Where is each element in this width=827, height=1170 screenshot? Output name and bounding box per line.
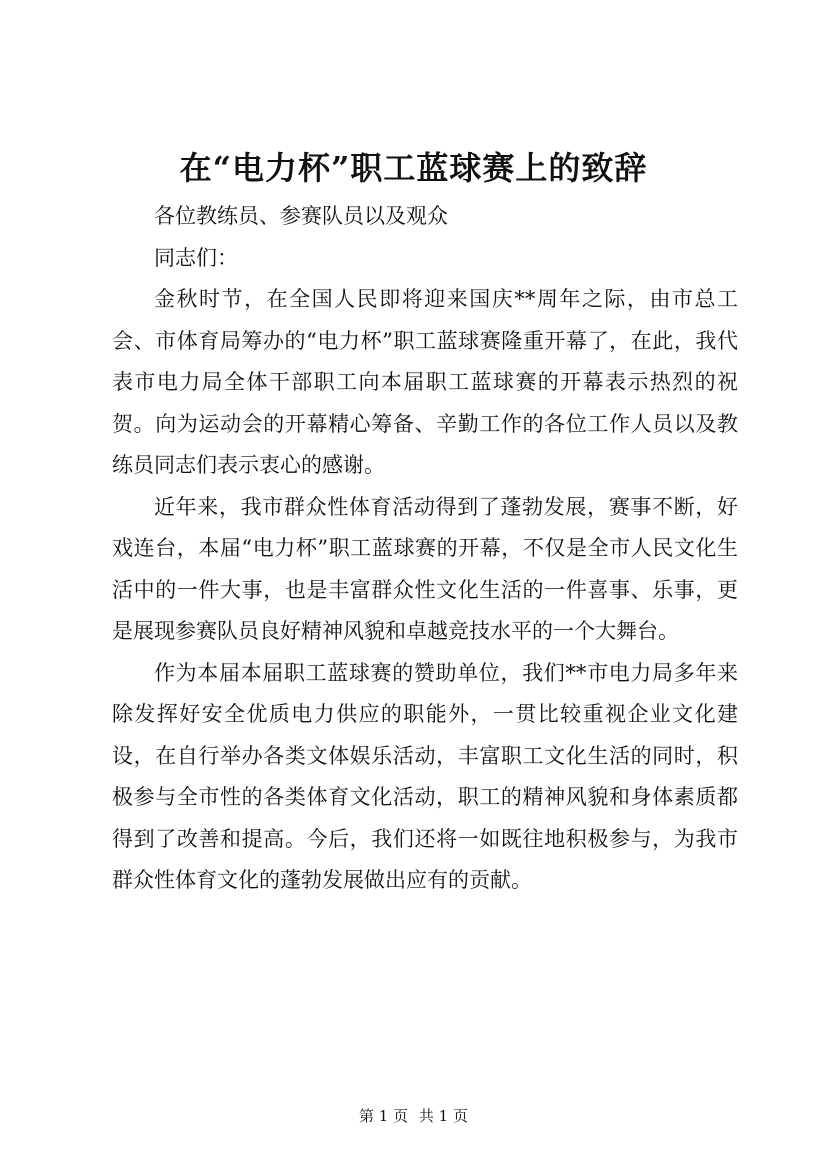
paragraph-3: 作为本届本届职工蓝球赛的赞助单位，我们**市电力局多年来除发挥好安全优质电力供应的职能外，一贯比较重视企业文化建设，在自行举办各类文体娱乐活动，丰富职工文化生活的同时，积极参与全市性的各类体育文化活动，职工的精神风貌和身体素质都得到了改善和提高。今后，我们还将一如既往地积极参与，为我市群众性体育文化的蓬勃发展做出应有的贡献。 bbox=[112, 660, 738, 892]
salutation: 各位教练员、参赛队员以及观众 bbox=[154, 204, 448, 228]
page-total: 共 1 页 bbox=[418, 1107, 468, 1125]
page-number: 第 1 页 bbox=[359, 1107, 409, 1125]
paragraph-2: 近年来，我市群众性体育活动得到了蓬勃发展，赛事不断，好戏连台，本届“电力杯”职工蓝球赛的开幕，不仅是全市人民文化生活中的一件大事，也是丰富群众性文化生活的一件喜事、乐事，更是展现参赛队员良好精神风貌和卓越竞技水平的一个大舞台。 bbox=[112, 494, 738, 643]
paragraph-1: 金秋时节，在全国人民即将迎来国庆**周年之际，由市总工会、市体育局筹办的“电力杯”职工蓝球赛隆重开幕了，在此，我代表市电力局全体干部职工向本届职工蓝球赛的开幕表示热烈的祝贺。向为运动会的开幕精心筹备、辛勤工作的各位工作人员以及教练员同志们表示衷心的感谢。 bbox=[112, 287, 738, 477]
greeting: 同志们： bbox=[154, 245, 238, 270]
document-body bbox=[112, 196, 738, 902]
document-title: 在“电力杯”职工蓝球赛上的致辞 bbox=[179, 149, 648, 187]
page-footer bbox=[0, 1105, 827, 1126]
